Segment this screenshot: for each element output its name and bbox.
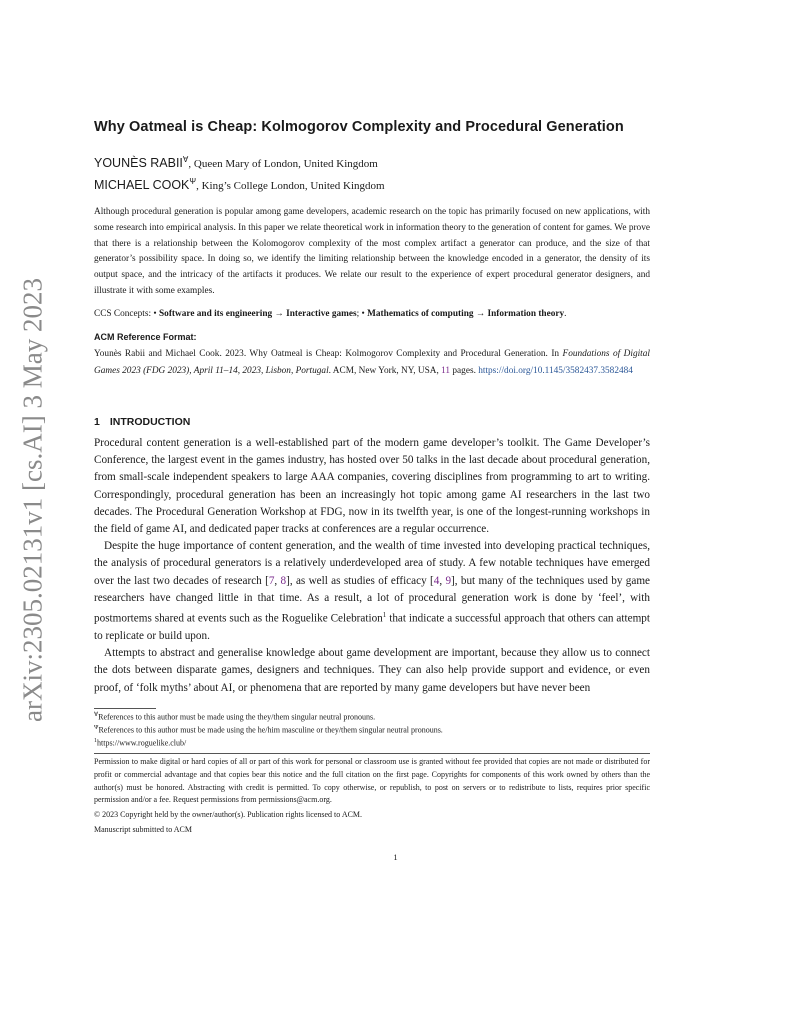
footnote: $^1$https://www.roguelike.club/ — [94, 737, 187, 748]
footnotes — [94, 710, 443, 749]
author-mark: Ψ — [189, 177, 197, 186]
section-number: 1 — [94, 416, 100, 428]
paragraph-2: Despite the huge importance of content generation, and the wealth of time invested into developing practical techniques, the analysis of procedural generators is a relatively underdeveloped area of study. A few notable techniques have emerged over the last two decades of research [7, 8], as well as studies of efficacy [4, 9], but many of the techniques used by game researchers have changed little in that time. As a result, a lot of procedural generation work is done by ‘feel’, with postmortems shared at events such as the Roguelike Celebration$^1$ that indicate a successful approach that others can attempt to replicate or build upon. — [94, 540, 651, 642]
page-number: 1 — [393, 852, 398, 862]
author-name: YOUNÈS RABII — [94, 156, 183, 171]
section-heading — [94, 416, 190, 428]
citation-link[interactable]: 8 — [280, 574, 287, 587]
ccs-concepts: CCS Concepts: • Software and its engineering → Interactive games; • Mathematics of computing → Information theory. — [94, 309, 567, 319]
paragraph-1: Procedural content generation is a well-established part of the modern game developer’s toolkit. The Game Developer’s Conference, the largest event in the games industry, has hosted over 50 talks in the last decade about procedural generation, from small-scale independent speakers to large AAA companies, covering disciplines from programming to art to writing. Correspondingly, procedural generation has been an increasingly hot topic among game AI researchers in the last two decades. The Procedural Generation Workshop at FDG, now in its twelfth year, is one of the longest-running workshops in the field of game AI, and dedicated paper tracks at conferences are a regular occurrence. — [94, 437, 650, 536]
ccs-concept-1: Software and its engineering → Interactive games — [159, 309, 357, 319]
footnote: ∀References to this author must be made using the they/them singular neutral pronouns. — [94, 712, 376, 722]
author-2 — [94, 177, 385, 192]
page-count-link[interactable]: 11 — [441, 365, 451, 376]
paper-title: Why Oatmeal is Cheap: Kolmogorov Complexity and Procedural Generation — [94, 119, 624, 135]
author-1 — [94, 155, 378, 170]
copyright-line: © 2023 Copyright held by the owner/author(s). Publication rights licensed to ACM. — [94, 810, 363, 820]
citation-link[interactable]: 7 — [268, 574, 275, 587]
section-title: INTRODUCTION — [109, 416, 191, 428]
footnote: $^\Psi$References to this author must be made using the he/him masculine or they/them singular neutral pronouns. — [94, 724, 443, 735]
introduction-body — [94, 435, 650, 697]
citation-link[interactable]: 9 — [445, 574, 452, 587]
footnote-ref[interactable]: 1 — [382, 611, 387, 620]
ccs-concept-2: Mathematics of computing → Information theory — [367, 309, 565, 319]
author-mark: ∀ — [182, 155, 189, 164]
permission-rule — [94, 753, 650, 754]
permission-text: Permission to make digital or hard copies of all or part of this work for personal or classroom use is granted without fee provided that copies are not made or distributed for profit or commercial advantage and that copies bear this notice and the full citation on the first page. Copyrights for components of this work owned by others than the author(s) must be honored. Abstracting with credit is permitted. To copy otherwise, or republish, to post on servers or to redistribute to lists, requires prior specific permission and/or a fee. Request permissions from permissions@acm.org. — [94, 757, 650, 805]
citation-link[interactable]: 4 — [433, 574, 440, 587]
abstract: Although procedural generation is popular among game developers, academic research on the topic has primarily focused on new applications, with some research into empirical analysis. In this paper we relate theoretical work in information theory to the generation of content for games. We prove that there is a relationship between the Kolomogorov complexity of the most complex artifact a generator can produce, and the size of that generator’s possibility space. In doing so, we identify the limiting relationship between the knowledge encoded in a generator, the density of its output space, and the intricacy of the artifacts it produces. We relate our result to the experience of expert procedural generator designers, and illustrate it with some examples. — [94, 207, 650, 296]
author-affiliation: , King’s College London, United Kingdom — [196, 180, 385, 193]
manuscript-line: Manuscript submitted to ACM — [94, 824, 192, 834]
acm-reference: Younès Rabii and Michael Cook. 2023. Why Oatmeal is Cheap: Kolmogorov Complexity and Procedural Generation. In Foundations of Digital Games 2023 (FDG 2023), April 11–14, 2023, Lisbon, Portugal. ACM, New York, NY, USA, 11 pages. https://doi.org/10.1145/3582437.3582484 — [94, 349, 650, 376]
footnote-rule — [94, 708, 156, 709]
paragraph-3: Attempts to abstract and generalise knowledge about game development are important, because they allow us to connect the dots between disparate games, designers and techniques. They can also help provide support and evidence, or even proof, of ‘folk myths’ about AI, or phenomena that are reported by many game developers but have never been — [94, 647, 650, 694]
venue: Foundations of Digital Games 2023 (FDG 2023), April 11–14, 2023, Lisbon, Portugal — [94, 349, 650, 376]
arxiv-stamp: arXiv:2305.02131v1 [cs.AI] 3 May 2023 — [17, 278, 48, 722]
acm-reference-heading: ACM Reference Format: — [94, 332, 197, 342]
footnote-link[interactable]: https://www.roguelike.club/ — [97, 738, 187, 748]
doi-link[interactable]: https://doi.org/10.1145/3582437.3582484 — [478, 365, 633, 376]
permission-block — [94, 756, 650, 837]
author-name: MICHAEL COOK — [94, 178, 190, 193]
author-affiliation: , Queen Mary of London, United Kingdom — [188, 158, 378, 171]
